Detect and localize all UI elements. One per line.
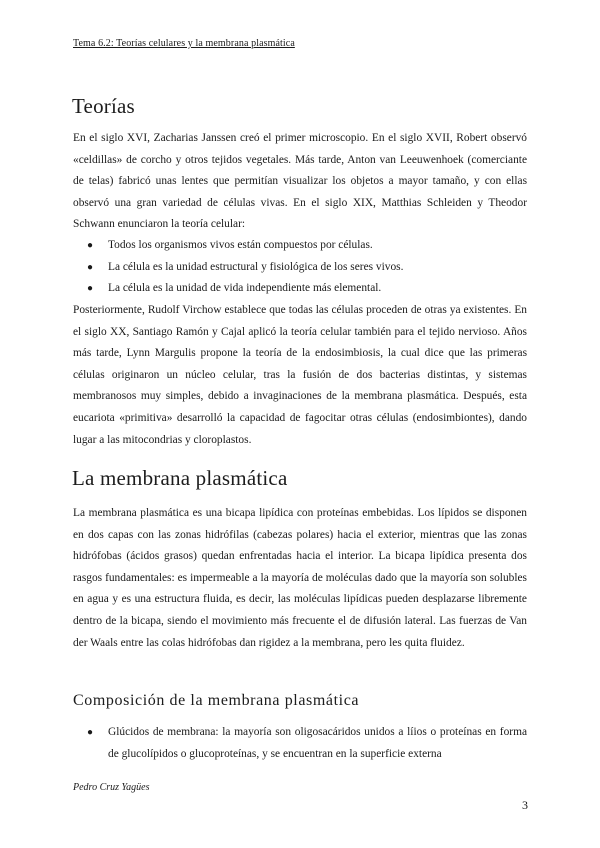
heading-membrana-plasmatica: La membrana plasmática (72, 466, 288, 490)
bullet-icon: ● (87, 240, 94, 251)
list-item-text: Glúcidos de membrana: la mayoría son oligosacáridos unidos a líios o proteínas en forma de glucolípidos o glucoproteínas, y se encuentran en la superficie externa (108, 726, 527, 760)
list-item-text: La célula es la unidad de vida independiente más elemental. (108, 282, 382, 295)
bullet-icon: ● (87, 727, 94, 738)
teorias-continuation-paragraph: Posteriormente, Rudolf Virchow establece que todas las células proceden de otras ya existentes. En el siglo XX, Santiago Ramón y Cajal aplicó la teoría celular también para el tejido nervioso. Años más tarde, Lynn Margulis propone la teoría de la endosimbiosis, la cual dice que las primeras células originaron un núcleo celular, tras la fusión de dos bacterias distintas, y sistemas membranosos muy simples, debido a invaginaciones de la membrana plasmática. Después, esta eucariota «primitiva» desarrolló la capacidad de fagocitar otras células (endosimbiontes), dando lugar a las mitocondrias y cloroplastos. (73, 304, 527, 446)
heading-composicion: Composición de la membrana plasmática (73, 692, 360, 709)
teorias-intro-paragraph: En el siglo XVI, Zacharias Janssen creó el primer microscopio. En el siglo XVII, Robert observó «celdillas» de corcho y otros tejidos vegetales. Más tarde, Anton van Leeuwenhoek (comerciante de telas) fabricó unas lentes que permitían visualizar los objetos a mayor tamaño, y con ellas observó una gran variedad de células vivas. En el siglo XIX, Matthias Schleiden y Theodor Schwann enunciaron la teoría celular: (73, 132, 527, 231)
running-header: Tema 6.2: Teorías celulares y la membrana plasmática (73, 38, 295, 49)
list-item-text: Todos los organismos vivos están compuestos por células. (108, 239, 373, 251)
list-item (73, 257, 527, 279)
footer-author: Pedro Cruz Yagües (73, 782, 150, 793)
teoria-celular-list (73, 235, 527, 300)
list-item-text: La célula es la unidad estructural y fisiológica de los seres vivos. (108, 260, 404, 273)
composicion-list (73, 722, 527, 765)
list-item (73, 235, 527, 257)
bullet-icon: ● (87, 261, 94, 273)
heading-teorias: Teorías (72, 94, 135, 118)
list-item (73, 278, 527, 300)
membrana-paragraph: La membrana plasmática es una bicapa lipídica con proteínas embebidas. Los lípidos se disponen en dos capas con las zonas hidrófilas (cabezas polares) hacia el exterior, mientras que las zonas hidrófobas (ácidos grasos) quedan enfrentadas hacia el interior. La bicapa lipídica presenta dos rasgos fundamentales: es impermeable a la mayoría de moléculas dado que la mayoría son solubles en agua y es una estructura fluida, es decir, las moléculas lipídicas pueden desplazarse libremente dentro de la bicapa, siendo el movimiento más frecuente el de difusión lateral. Las fuerzas de Van der Waals entre las colas hidrófobas dan rigidez a la membrana, pero les quita fluidez. (73, 507, 527, 649)
page-number: 3 (522, 798, 528, 812)
list-item (73, 722, 527, 765)
bullet-icon: ● (87, 283, 94, 295)
